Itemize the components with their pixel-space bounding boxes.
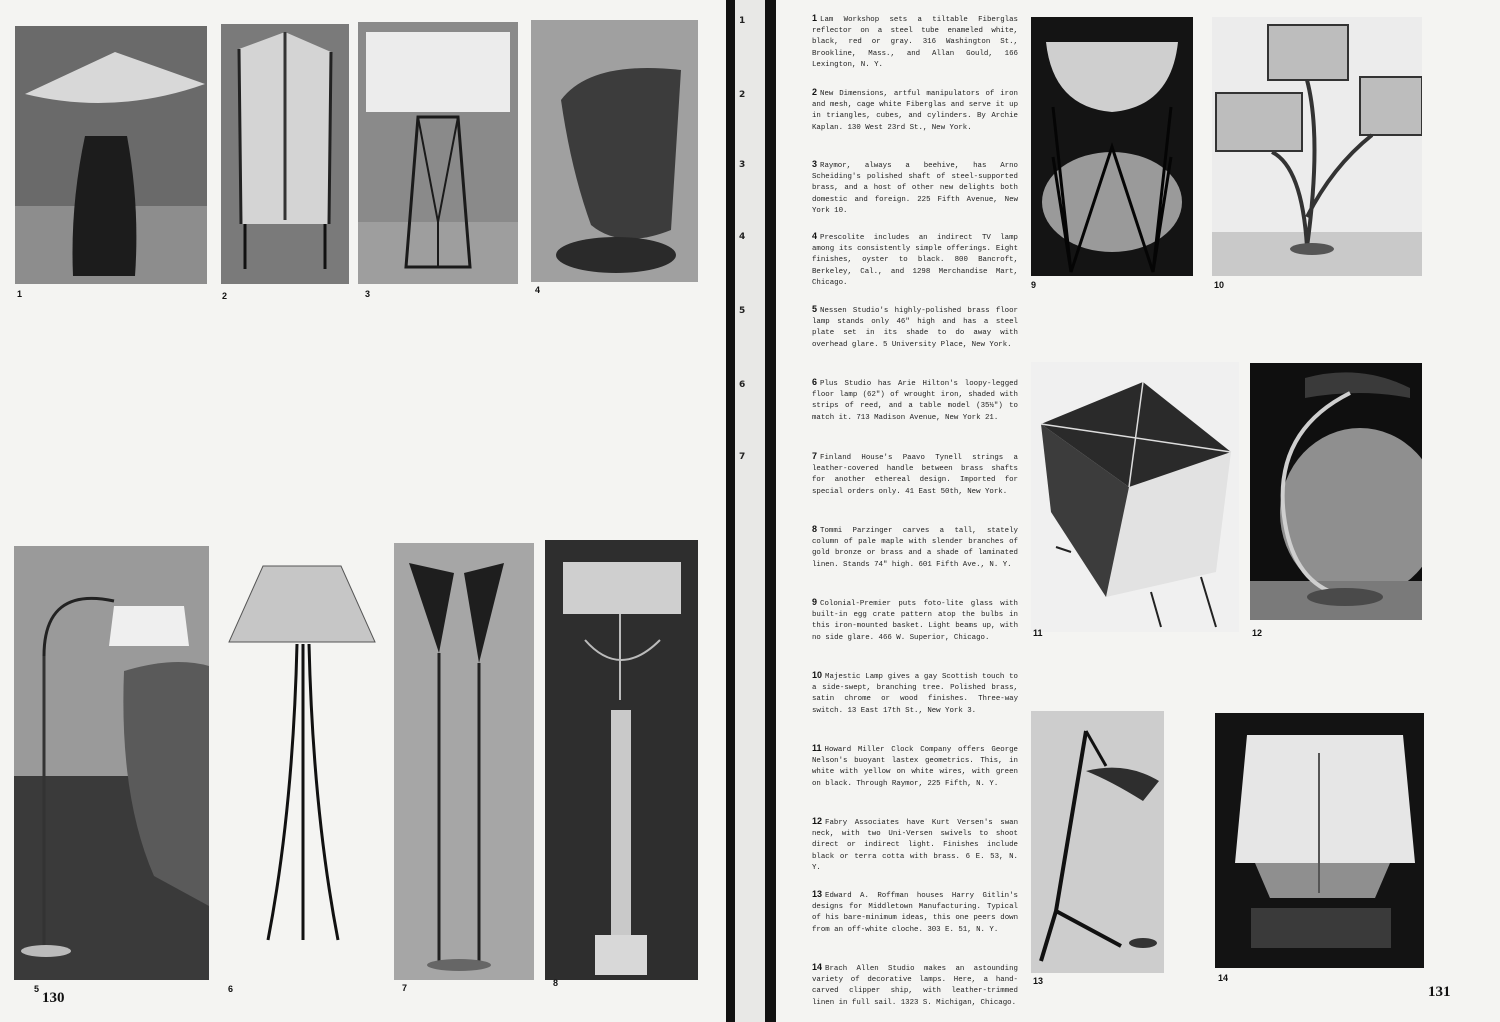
caption-text: Colonial-Premier puts foto-lite glass with built-in egg crate pattern atop the bulbs in this iron-mounted basket. Light beams up, with no side glare. 466 W. Superior, Chicago.	[812, 600, 1018, 642]
caption-number: 2	[812, 87, 818, 97]
caption-number: 7	[812, 451, 818, 461]
lamp-illustration-3	[358, 22, 518, 284]
sliver-number: 5	[739, 306, 746, 316]
lamp-illustration-1	[15, 26, 207, 284]
caption-14	[812, 962, 1018, 1009]
lamp-illustration-2	[221, 24, 349, 284]
caption-text: Howard Miller Clock Company offers George Nelson's buoyant lastex geometrics. This, in white with yellow on white wires, with green on black. Through Raymor, 225 Fifth, N. Y.	[812, 746, 1018, 788]
caption-13	[812, 889, 1018, 936]
lamp-photo-13	[1031, 711, 1164, 973]
photo-label-3: 3	[365, 289, 371, 299]
caption-text: Raymor, always a beehive, has Arno Scheiding's polished shaft of steel-supported brass, and a host of other new delights both domestic and foreign. 225 Fifth Avenue, New York 10.	[812, 162, 1018, 215]
caption-number: 8	[812, 524, 818, 534]
caption-10	[812, 670, 1018, 717]
overlapped-page-edge	[735, 0, 765, 1022]
lamp-illustration-14	[1215, 713, 1424, 968]
lamp-illustration-11	[1031, 362, 1239, 632]
caption-5	[812, 304, 1018, 351]
lamp-photo-10	[1212, 17, 1422, 276]
sliver-number: 1	[739, 16, 746, 26]
caption-text: Nessen Studio's highly-polished brass floor lamp stands only 46" high and has a steel plate set in its shade to do away with overhead glare. 5 University Place, New York.	[812, 307, 1018, 349]
lamp-photo-4	[531, 20, 698, 282]
lamp-photo-12	[1250, 363, 1422, 620]
caption-8	[812, 524, 1018, 571]
caption-12	[812, 816, 1018, 874]
lamp-illustration-7	[394, 543, 534, 980]
caption-text: Tommi Parzinger carves a tall, stately column of pale maple with slender branches of gold bronze or brass and a shade of laminated linen. Stands 74" high. 601 Fifth Ave., N. Y.	[812, 527, 1018, 569]
photo-label-4: 4	[535, 285, 541, 295]
lamp-illustration-13	[1031, 711, 1164, 973]
caption-9	[812, 597, 1018, 644]
caption-number: 12	[812, 816, 823, 826]
photo-label-8: 8	[553, 978, 559, 988]
photo-label-7: 7	[402, 983, 408, 993]
caption-text: Edward A. Roffman houses Harry Gitlin's designs for Middletown Manufacturing. Typical of his bare-minimum ideas, this one peers down from an off-white cloche. 303 E. 51, N. Y.	[812, 892, 1018, 934]
photo-label-11: 11	[1033, 628, 1043, 638]
caption-4	[812, 231, 1018, 289]
lamp-photo-2	[221, 24, 349, 284]
caption-text: Prescolite includes an indirect TV lamp among its consistently simple offerings. Eight finishes, oyster to black. 800 Bancroft, Berkeley, Cal., and 1298 Merchandise Mart, Chicago.	[812, 234, 1018, 287]
lamp-illustration-5	[14, 546, 209, 980]
photo-label-2: 2	[222, 291, 228, 301]
caption-number: 4	[812, 231, 818, 241]
caption-number: 3	[812, 159, 818, 169]
caption-7	[812, 451, 1018, 498]
caption-number: 9	[812, 597, 818, 607]
sliver-number: 6	[739, 380, 746, 390]
caption-3	[812, 159, 1018, 217]
photo-label-9: 9	[1031, 280, 1037, 290]
lamp-photo-3	[358, 22, 518, 284]
photo-label-10: 10	[1214, 280, 1225, 290]
photo-label-6: 6	[228, 984, 234, 994]
caption-text: Brach Allen Studio makes an astounding variety of decorative lamps. Here, a hand-carved clipper ship, with leather-trimmed linen in full sail. 1323 S. Michigan, Chicago.	[812, 965, 1018, 1007]
left-page	[0, 0, 726, 1022]
lamp-photo-1	[15, 26, 207, 284]
lamp-photo-7	[394, 543, 534, 980]
lamp-photo-8	[545, 540, 698, 980]
photo-label-1: 1	[17, 289, 23, 299]
sliver-number: 4	[739, 232, 746, 242]
caption-1	[812, 13, 1018, 71]
lamp-photo-11	[1031, 362, 1239, 632]
right-page-number: 131	[1428, 984, 1451, 1000]
lamp-photo-9	[1031, 17, 1193, 276]
caption-text: Lam Workshop sets a tiltable Fiberglas reflector on a steel tube enameled white, black, red or gray. 316 Washington St., Brookline, Mass., and Allan Gould, 166 Lexington, N. Y.	[812, 16, 1018, 69]
sliver-number: 3	[739, 160, 746, 170]
lamp-illustration-12	[1250, 363, 1422, 620]
photo-label-13: 13	[1033, 976, 1044, 986]
caption-text: Fabry Associates have Kurt Versen's swan neck, with two Uni-Versen swivels to shoot direct or indirect light. Finishes include black or terra cotta with brass. 6 E. 53, N. Y.	[812, 819, 1018, 872]
lamp-photo-6	[223, 560, 381, 980]
caption-text: Finland House's Paavo Tynell strings a leather-covered handle between brass shafts for another ethereal design. Imported for special orders only. 41 East 50th, New York.	[812, 454, 1018, 496]
caption-text: Majestic Lamp gives a gay Scottish touch to a side-swept, branching tree. Polished brass, satin chrome or wood finishes. Three-way switch. 13 East 17th St., New York 3.	[812, 673, 1018, 715]
lamp-illustration-9	[1031, 17, 1193, 276]
lamp-illustration-4	[531, 20, 698, 282]
caption-6	[812, 377, 1018, 424]
caption-number: 14	[812, 962, 823, 972]
lamp-illustration-8	[545, 540, 698, 980]
sliver-number: 2	[739, 90, 746, 100]
left-page-number: 130	[42, 990, 65, 1006]
lamp-photo-5	[14, 546, 209, 980]
caption-number: 11	[812, 743, 822, 753]
caption-11	[812, 743, 1018, 790]
lamp-illustration-10	[1212, 17, 1422, 276]
lamp-illustration-6	[223, 560, 381, 980]
caption-2	[812, 87, 1018, 134]
photo-label-5: 5	[34, 984, 40, 994]
sliver-number: 7	[739, 452, 746, 462]
photo-label-14: 14	[1218, 973, 1229, 983]
caption-number: 5	[812, 304, 818, 314]
caption-text: Plus Studio has Arie Hilton's loopy-legged floor lamp (62") of wrought iron, shaded with strips of reed, and a table model (35½") to match it. 713 Madison Avenue, New York 21.	[812, 380, 1018, 422]
caption-number: 13	[812, 889, 823, 899]
photo-label-12: 12	[1252, 628, 1263, 638]
caption-number: 6	[812, 377, 818, 387]
caption-number: 10	[812, 670, 823, 680]
caption-number: 1	[812, 13, 818, 23]
lamp-photo-14	[1215, 713, 1424, 968]
caption-text: New Dimensions, artful manipulators of iron and mesh, cage white Fiberglas and serve it up in triangles, cubes, and cylinders. By Archie Kaplan. 130 West 23rd St., New York.	[812, 90, 1018, 132]
